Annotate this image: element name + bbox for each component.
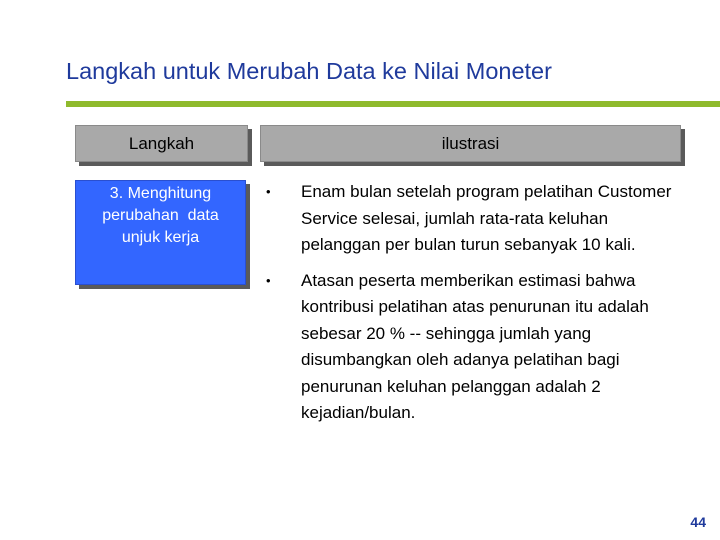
bullet-text: Enam bulan setelah program pelatihan Customer Service selesai, jumlah rata-rata keluhan pelanggan per bulan turun sebanyak 10 kali. <box>301 182 672 254</box>
list-item <box>266 268 706 427</box>
step-box <box>75 180 246 285</box>
header-langkah <box>75 125 248 162</box>
header-langkah-label: Langkah <box>128 133 195 153</box>
list-item <box>266 179 706 259</box>
bullet-icon: • <box>266 272 271 288</box>
title-underline <box>66 101 720 107</box>
step-line-2: perubahan data <box>102 207 219 224</box>
bullet-icon: • <box>266 184 271 199</box>
slide-title: Langkah untuk Merubah Data ke Nilai Moneter <box>66 58 552 84</box>
step-line-3: unjuk kerja <box>121 229 200 246</box>
header-ilustrasi-label: ilustrasi <box>441 133 500 153</box>
bullet-text: Atasan peserta memberikan estimasi bahwa kontribusi pelatihan atas penurunan itu adalah sebesar 20 % -- sehingga jumlah yang disumbangkan oleh adanya pelatihan bagi penurunan keluhan pelanggan adalah 2 kejadian/bulan. <box>301 270 649 422</box>
step-line-1: 3. Menghitung <box>109 185 212 202</box>
header-ilustrasi <box>260 125 681 162</box>
illustration-bullet-list <box>266 179 706 436</box>
page-number: 44 <box>690 514 706 530</box>
